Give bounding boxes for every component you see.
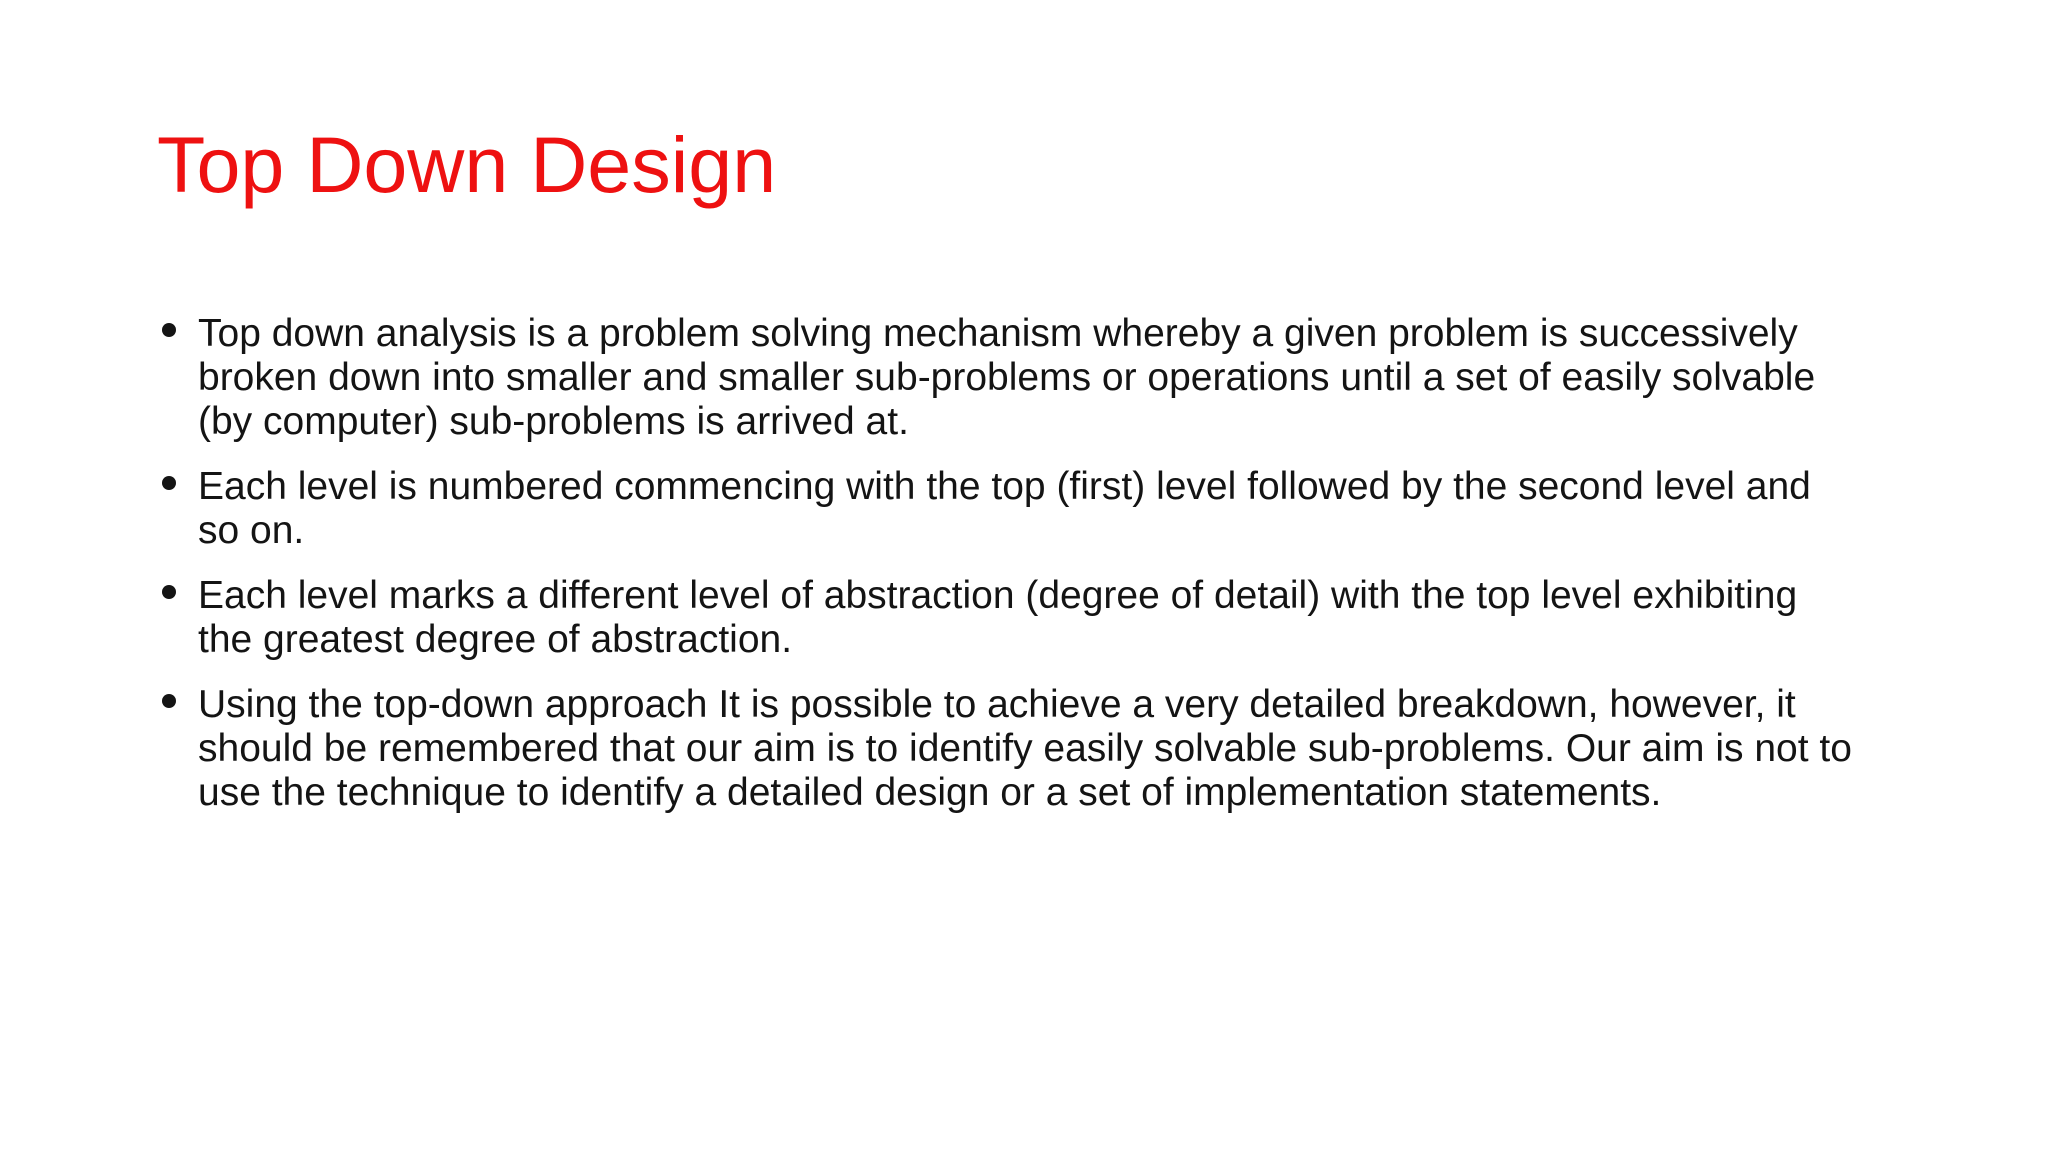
bullet-line: (by computer) sub-problems is arrived at. [198, 400, 909, 443]
slide-title: Top Down Design [157, 120, 777, 209]
bullet-dot-icon [162, 585, 176, 599]
bullet-item [157, 465, 1917, 553]
bullet-dot-icon [162, 694, 176, 708]
bullet-line: Each level is numbered commencing with the top (first) level followed by the second level and [198, 465, 1811, 508]
bullet-line: Using the top-down approach It is possible to achieve a very detailed breakdown, however, it [198, 683, 1796, 726]
bullet-line: should be remembered that our aim is to identify easily solvable sub-problems. Our aim is not to [198, 727, 1852, 770]
bullet-line: the greatest degree of abstraction. [198, 618, 793, 661]
bullet-line: broken down into smaller and smaller sub-problems or operations until a set of easily solvable [198, 356, 1816, 399]
bullet-list [157, 312, 1917, 836]
bullet-dot-icon [162, 476, 176, 490]
bullet-item [157, 574, 1917, 662]
bullet-line: use the technique to identify a detailed design or a set of implementation statements. [198, 771, 1662, 814]
bullet-item [157, 312, 1917, 444]
bullet-line: Each level marks a different level of abstraction (degree of detail) with the top level exhibiting [198, 574, 1798, 617]
bullet-line: Top down analysis is a problem solving mechanism whereby a given problem is successively [198, 312, 1798, 355]
bullet-dot-icon [162, 323, 176, 337]
bullet-line: so on. [198, 509, 305, 552]
bullet-item [157, 683, 1917, 815]
